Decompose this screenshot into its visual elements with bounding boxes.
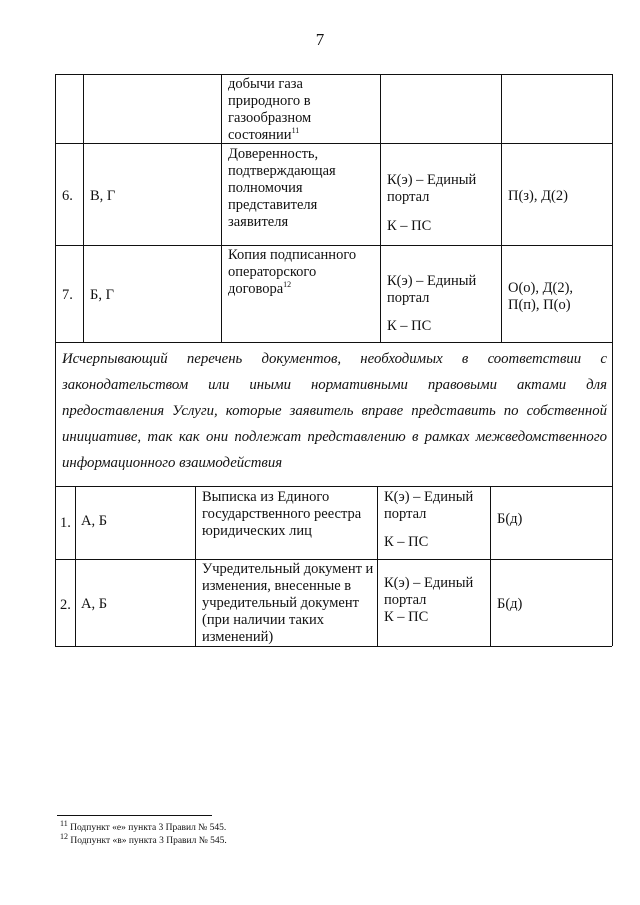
table-bottom-row-0-how-0: К(э) – Единый портал — [384, 489, 474, 522]
table-top-row-1-who: В, Г — [90, 188, 116, 204]
table-bottom-row-1-result: Б(д) — [497, 596, 523, 612]
table-bottom-row-1-num: 2. — [60, 597, 71, 613]
table-top-row-2-how-0: К(э) – Единый портал — [387, 273, 477, 306]
table-bottom-row-0-result: Б(д) — [497, 511, 523, 527]
table-top-row-0-doc: добычи газа природного в газообразном состоянии$^{11}$ — [228, 76, 312, 143]
table-bottom-row-1-who: А, Б — [81, 596, 108, 612]
table-top-row-1-how-0: К(э) – Единый портал — [387, 172, 477, 205]
table-top-row-2-who: Б, Г — [90, 287, 114, 303]
table-bottom-row-0-num: 1. — [60, 515, 71, 531]
table-top-row-1-result: П(з), Д(2) — [508, 188, 568, 204]
table-top-row-2-result: О(о), Д(2), П(п), П(о) — [508, 280, 574, 313]
table-bottom-row-0-who: А, Б — [81, 513, 108, 529]
table-bottom-row-1-doc: Учредительный документ и изменения, внесенные в учредительный документ (при наличии таких изменений) — [202, 561, 374, 645]
page-number: 7 — [315, 30, 325, 49]
table-top-row-2-how-1: К – ПС — [387, 318, 432, 334]
table-top-row-1-how-1: К – ПС — [387, 218, 432, 234]
table-bottom-row-0-doc: Выписка из Единого государственного реестра юридических лиц — [202, 489, 362, 539]
footnote-11: $^{11}$ Подпункт «е» пункта 3 Правил № 545. — [60, 818, 227, 833]
section-note-line: информационного взаимодействия — [62, 455, 283, 471]
table-top-row-2-doc: Копия подписанного операторского договора$^{12}$ — [228, 247, 357, 297]
table-bottom-row-1-how-1: К – ПС — [384, 609, 429, 625]
section-note-line: предоставления Услуги, которые заявитель вправе представить по собственной — [62, 403, 607, 419]
footnote-divider — [57, 815, 212, 816]
section-note-line: законодательством или иными нормативными правовыми актами для — [62, 377, 607, 393]
section-note-line: Исчерпывающий перечень документов, необходимых в соответствии с — [62, 351, 607, 367]
table-bottom-row-0-how-1: К – ПС — [384, 534, 429, 550]
table-bottom-row-1-how-0: К(э) – Единый портал — [384, 575, 474, 608]
table-top-row-1-doc: Доверенность, подтверждающая полномочия представителя заявителя — [228, 146, 336, 230]
section-note-line: инициативе, так как они подлежат представлению в рамках межведомственного — [62, 429, 607, 445]
section-note — [62, 346, 607, 476]
footnote-12: $^{12}$ Подпункт «в» пункта 3 Правил № 545. — [60, 831, 227, 846]
table-top-row-2-num: 7. — [62, 287, 73, 303]
table-top-row-1-num: 6. — [62, 188, 73, 204]
